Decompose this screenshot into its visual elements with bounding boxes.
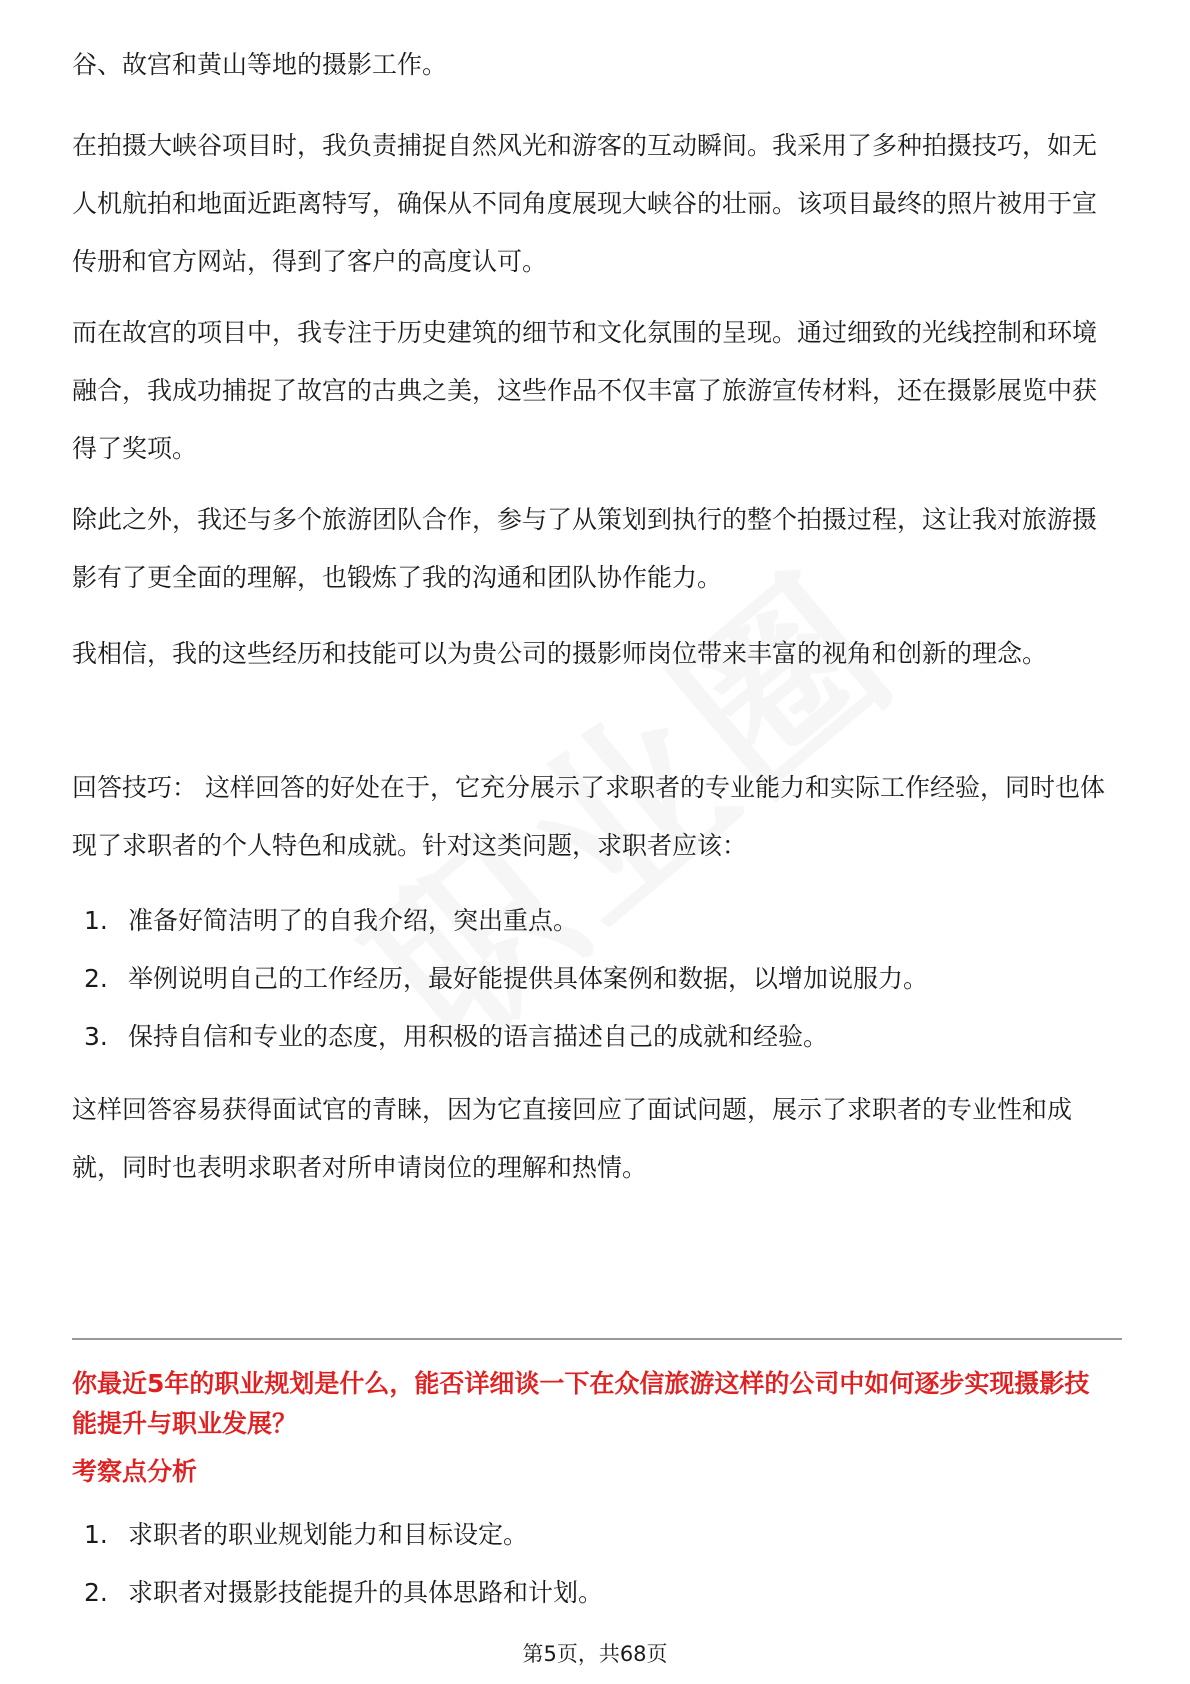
- paragraph-grand-canyon: 在拍摄大峡谷项目时，我负责捕捉自然风光和游客的互动瞬间。我采用了多种拍摄技巧，如无人机航拍和地面近距离特写，确保从不同角度展现大峡谷的壮丽。该项目最终的照片被用于宣传册和官方网站，得到了客户的高度认可。: [72, 131, 1098, 276]
- list-item: 3. 保持自信和专业的态度，用积极的语言描述自己的成就和经验。: [84, 1022, 829, 1051]
- list-item: 2. 举例说明自己的工作经历，最好能提供具体案例和数据，以增加说服力。: [84, 964, 929, 993]
- list-item: 1. 求职者的职业规划能力和目标设定。: [84, 1520, 529, 1549]
- paragraph-answer-tips: 回答技巧： 这样回答的好处在于，它充分展示了求职者的专业能力和实际工作经验，同时也体现了求职者的个人特色和成就。针对这类问题，求职者应该：: [72, 773, 1105, 860]
- paragraph-forbidden-city: 而在故宫的项目中，我专注于历史建筑的细节和文化氛围的呈现。通过细致的光线控制和环境融合，我成功捕捉了故宫的古典之美，这些作品不仅丰富了旅游宣传材料，还在摄影展览中获得了奖项。: [72, 318, 1098, 463]
- page-footer: 第5页，共68页: [522, 1642, 668, 1666]
- paragraph-team-collaboration: 除此之外，我还与多个旅游团队合作，参与了从策划到执行的整个拍摄过程，这让我对旅游摄影有了更全面的理解，也锻炼了我的沟通和团队协作能力。: [72, 505, 1098, 592]
- paragraph-closing: 这样回答容易获得面试官的青睐，因为它直接回应了面试问题，展示了求职者的专业性和成就，同时也表明求职者对所申请岗位的理解和热情。: [72, 1095, 1073, 1182]
- tips-list: [72, 892, 1112, 1066]
- section-divider: [72, 1338, 1122, 1340]
- paragraph-continuation: 谷、故宫和黄山等地的摄影工作。: [72, 50, 448, 79]
- list-item: 1. 准备好简洁明了的自我介绍，突出重点。: [84, 906, 579, 935]
- analysis-list: [72, 1506, 1112, 1622]
- paragraph-belief: 我相信，我的这些经历和技能可以为贵公司的摄影师岗位带来丰富的视角和创新的理念。: [72, 639, 1048, 668]
- question-heading: 你最近5年的职业规划是什么，能否详细谈一下在众信旅游这样的公司中如何逐步实现摄影技能提升与职业发展？: [72, 1369, 1090, 1438]
- list-item: 2. 求职者对摄影技能提升的具体思路和计划。: [84, 1578, 604, 1607]
- analysis-heading: 考察点分析: [72, 1457, 198, 1486]
